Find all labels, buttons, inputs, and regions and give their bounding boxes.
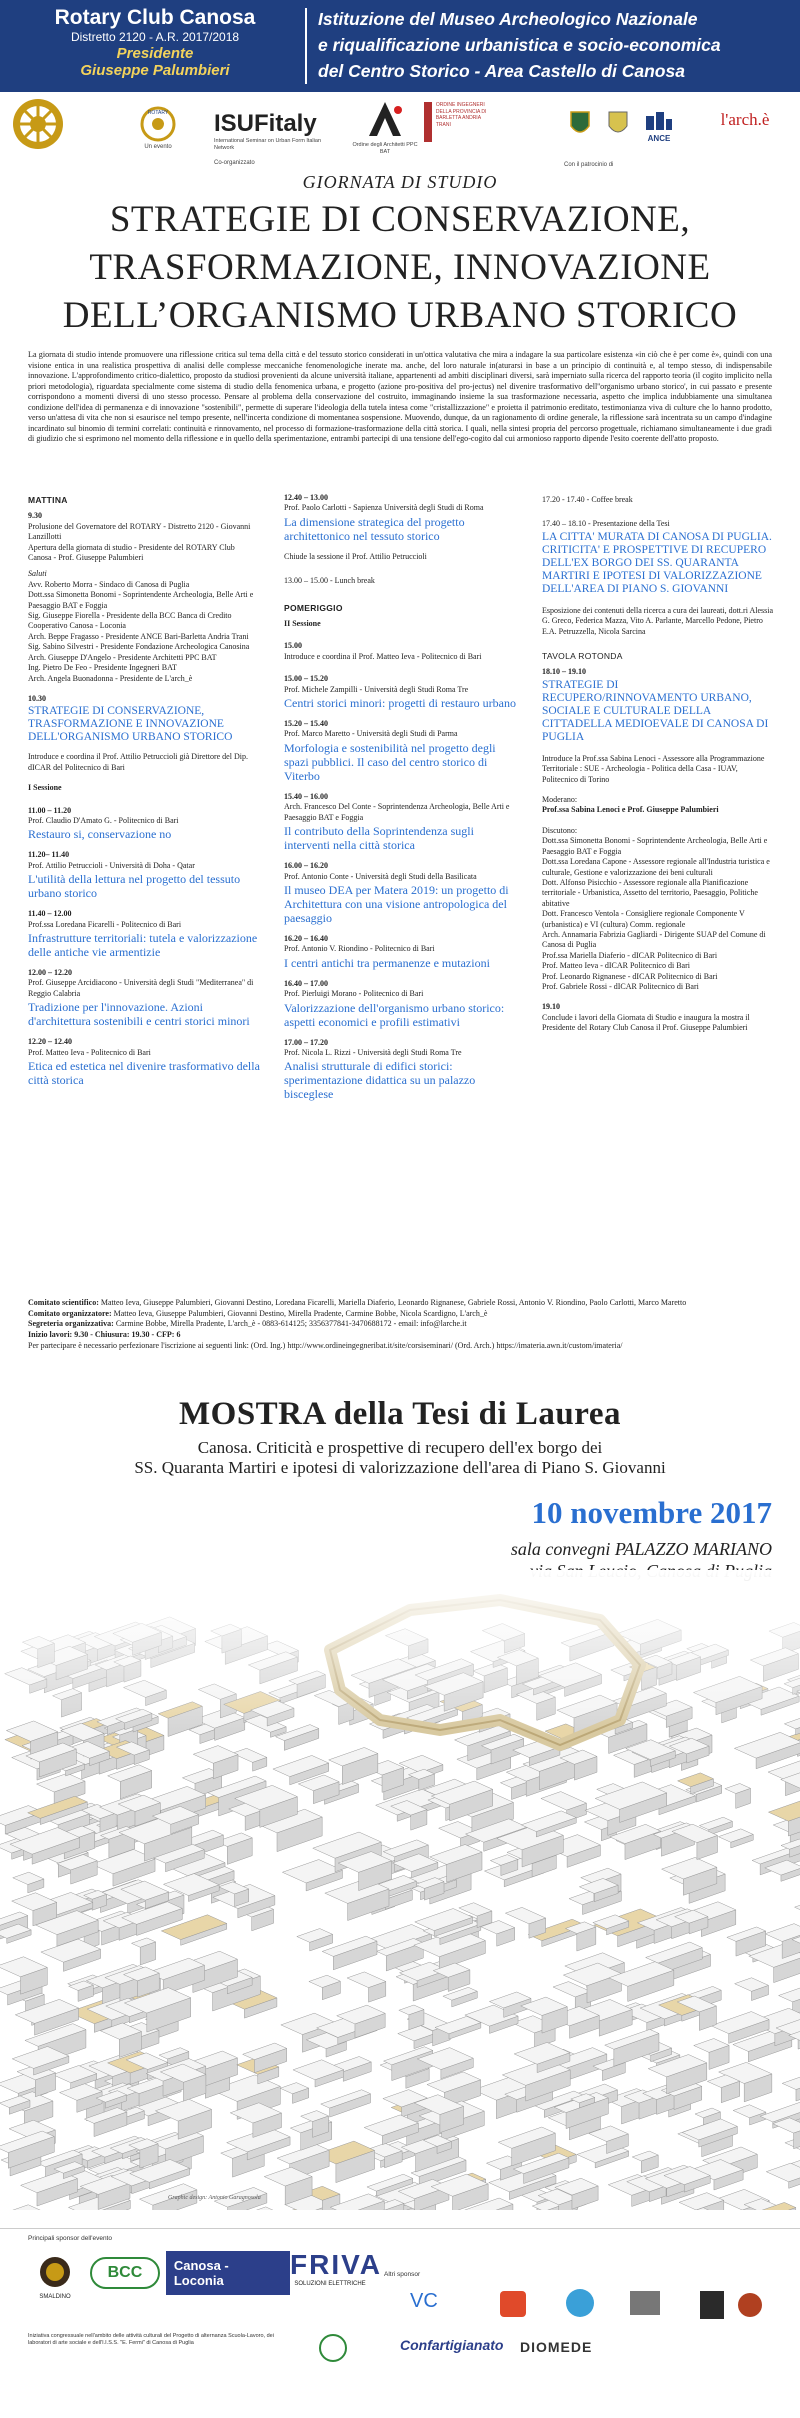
event-title: [0, 196, 800, 340]
tavola-heading: TAVOLA ROTONDA: [542, 651, 623, 662]
ance-building-icon: [644, 110, 674, 132]
city-axonometric-drawing: [0, 1570, 800, 2210]
mostra-subtitle: [0, 1438, 800, 1478]
talk-speaker: Prof. Antonio V. Riondino - Politecnico di Bari: [284, 944, 435, 954]
coordinator-text: Introduce e coordina il Prof. Attilio Petruccioli già Direttore del Dip. dICAR del Politecnico di Bari: [28, 752, 248, 772]
discussant-item: Prof. Leonardo Rignanese - dICAR Politecnico di Bari: [542, 971, 718, 981]
talks-list-afternoon: [284, 674, 520, 1101]
talk-speaker: Prof. Pierluigi Morano - Politecnico di Bari: [284, 989, 424, 999]
header-divider: [305, 8, 307, 84]
moderano-text: Prof.ssa Sabina Lenoci e Prof. Giuseppe Palumbieri: [542, 805, 719, 815]
talk-speaker: Prof. Giuseppe Arcidiacono - Università degli Studi "Mediterranea" di Reggio Calabria: [28, 978, 254, 998]
talk-speaker: Prof. Attilio Petruccioli - Università di Doha - Qatar: [28, 860, 195, 870]
talk-time: 15.40 – 16.00: [284, 791, 328, 801]
talk-time: 12.40 – 13.00: [284, 493, 328, 502]
header-banner: [0, 0, 800, 92]
program-column-morning: [28, 495, 260, 1096]
mostra-title: MOSTRA della Tesi di Laurea: [179, 1396, 621, 1432]
talk-item: [284, 861, 520, 925]
talk-speaker: Arch. Francesco Del Conte - Soprintendenza Archeologia, Belle Arti e Paesaggio BAT e Foggia: [284, 802, 510, 822]
minor-sponsor-icons: [400, 2283, 780, 2323]
talk-time: 11.40 – 12.00: [28, 909, 72, 919]
talk-title: Il contributo della Soprintendenza sugli interventi nella città storica: [284, 824, 474, 853]
time-1030: 10.30: [28, 693, 46, 703]
canosa-crest: [562, 96, 598, 140]
event-type: GIORNATA DI STUDIO: [302, 172, 498, 192]
talk-title: L'utilità della lettura nel progetto del tessuto urbano storico: [28, 872, 241, 901]
program-column-afternoon: [284, 493, 520, 1110]
isuf-logo: [214, 96, 332, 166]
provincia-crest-icon: [607, 110, 629, 138]
scientifico-label: Comitato scientifico:: [28, 1298, 99, 1307]
saluti-label: Saluti: [28, 569, 47, 579]
talk-title: Etica ed estetica nel divenire trasformativo della città storica: [28, 1059, 260, 1087]
friva-subtitle: SOLUZIONI ELETTRICHE: [294, 2281, 366, 2287]
project-line-3: del Centro Storico - Area Castello di Canosa: [318, 61, 685, 81]
smaldino-logo: [30, 2255, 80, 2300]
talk-speaker: Prof.ssa Loredana Ficarelli - Politecnico di Bari: [28, 919, 182, 929]
time-1910: 19.10: [542, 1002, 560, 1012]
club-name: Rotary Club Canosa: [54, 6, 256, 29]
saluto-item: Sig. Sabino Silvestri - Presidente Fondazione Archeologica Canosina: [28, 642, 250, 652]
patrocinio-label: Con il patrocinio di: [564, 162, 614, 168]
smaldino-emblem-icon: [38, 2255, 72, 2289]
coorganizzato-label: Co-organizzato: [214, 160, 255, 166]
sponsor-seal-icon: [318, 2333, 348, 2363]
segreteria-line: [28, 1319, 772, 1330]
bcc-mark: BCC: [90, 2257, 160, 2289]
talk-title: Morfologia e sostenibilità nel progetto degli spazi pubblici. Il caso del centro storico di Viterbo: [284, 740, 496, 783]
title-line-2: TRASFORMAZIONE, INNOVAZIONE: [89, 247, 711, 288]
discussant-item: Prof. Gabriele Rossi - dICAR Politecnico di Bari: [542, 981, 699, 991]
project-line-1: Istituzione del Museo Archeologico Nazionale: [318, 9, 698, 29]
talks-list-morning: [28, 806, 260, 1087]
intro-paragraph: La giornata di studio intende promuovere una riflessione critica sul tema della città e del tessuto storico considerati in un'ottica valutativa che mira a indagare la sua particolare esistenza «in ciò che è per come è», quindi con una visione entica in una realistica prospettiva di analisi delle complesse meccaniche fenomenologiche inerate ma. anche, del loro naturale in(aturarsi in base a un principio di continuità e, al tempo stesso, di indispensabile innovazione. L'approfondimento critico-dialettico, proposto da studiosi provenienti da alcune università italiane, appartenenti ad ambiti disciplinari diversi, sarà imperniato sulla ricerca del rapporto teoria (il cogito implicito nella priori metodologia), riguardata specialmente come sistema di studio della fenomenica urbana, e progetto (azione pro-positiva del pro-jectus) nel divenire trasformativo dell''organismo urbano storico', in cui passato e presente corrispondono a momenti diversi di uno stesso processo. Pensare al problema della conservazione del costruito, immaginando insieme la sua trasformazione necessaria, aspetto che implica indubbiamente una simultanea condizione dell'idea di permanenza e di innovazione "sostenibili", permette di superare l'ideologia della tutela intesa come "cristallizzazione" e proietta il patrimonio ereditato, testimonianza viva di culture che lo hanno prodotto, verso un'attesa di vita che non si esaurisce nel tempo presente, nell'incerta condizione di momentanea sospensione. Muovendo, dunque, da un ragionamento di ordine generale, la riflessione sarà incentrata su un campo d'indagine incardinato sul binomio di termini correlati: continuità e rinnovamento, nel processo di formazione-trasformazione della città storica. I quali, nella sintesi propria del percorso progettuale, richiamano simultaneamente i due gradi di giudizio che si esprimono nel momento della riflessione e in quello della sperimentazione, entrambi partecipi di una tensione dell'ego-cogito dal cui armonioso rapporto dipende l'esito coerente dell'atto proposto.: [28, 350, 772, 443]
apertura-text: Apertura della giornata di studio - Presidente del ROTARY Club Canosa - Prof. Giuseppe Palumbieri: [28, 542, 235, 563]
mostra-subtitle-2: SS. Quaranta Martiri e ipotesi di valorizzazione dell'area di Piano S. Giovanni: [134, 1458, 666, 1477]
title-line-3: DELL’ORGANISMO URBANO STORICO: [62, 295, 738, 336]
larche-logo: [700, 96, 790, 130]
tavola-title: STRATEGIE DI RECUPERO/RINNOVAMENTO URBANO, SOCIALE E CULTURALE DELLA CITTADELLA MEDIOEVALE DI CANOSA DI PUGLIA: [542, 678, 769, 743]
mostra-subtitle-1: Canosa. Criticità e prospettive di recupero dell'ex borgo dei: [197, 1438, 603, 1457]
lunch-text: 13.00 – 15.00 - Lunch break: [284, 576, 375, 586]
comune-crest-icon: [569, 110, 591, 138]
rotary-emblem-icon: [140, 106, 176, 142]
graphic-credit: Graphic design: Antonio Garagnosola: [168, 2195, 261, 2201]
rotary-small-logo: [128, 96, 188, 150]
tesi-time: 17.40 – 18.10 - Presentazione della Tesi: [542, 519, 670, 529]
mattina-heading: MATTINA: [28, 495, 68, 505]
ingegneri-text: ORDINE INGEGNERI DELLA PROVINCIA DI BARLETTA ANDRIA TRANI: [435, 102, 487, 128]
bcc-logo: [90, 2253, 290, 2293]
project-line-2: e riqualificazione urbanistica e socio-economica: [318, 35, 721, 55]
talk-item: [284, 719, 520, 783]
talk-time: 16.20 – 16.40: [284, 933, 328, 943]
district-text: Distretto 2120 - A.R. 2017/2018: [70, 30, 240, 44]
discussant-item: Prof.ssa Mariella Diaferio - dICAR Politecnico di Bari: [542, 950, 718, 960]
discutono-label: Discutono:: [542, 825, 578, 835]
provincia-crest: [600, 96, 636, 140]
sponsors-footer: [0, 2228, 800, 2418]
sessione-1-label: I Sessione: [28, 783, 62, 793]
isuf-wordmark: ISUFitaly: [214, 110, 317, 137]
ance-wordmark: ANCE: [647, 134, 671, 143]
ingegneri-logo: [424, 96, 494, 142]
rotary-logo: [8, 96, 68, 154]
evento-label: Un evento: [144, 144, 172, 150]
president-name: Giuseppe Palumbieri: [80, 62, 230, 79]
ance-logo: [636, 96, 682, 143]
talk-time: 15.00 – 15.20: [284, 674, 328, 684]
discutono-list: [542, 836, 774, 992]
talk-item: [28, 909, 260, 959]
talk-item: [28, 968, 260, 1028]
tavola-time: 18.10 – 19.10: [542, 667, 586, 677]
committee-block: [28, 1298, 772, 1352]
talk-time: 12.20 – 12.40: [28, 1037, 72, 1047]
iscrizione-text: Per partecipare è necessario perfezionare l'iscrizione ai seguenti link: (Ord. Ing.) http://www.ordineingegneribat.it/site/corsiseminari/ (Ord. Arch.) https://imateria.awn.it/custom/imateria/: [28, 1340, 623, 1350]
saluto-item: Arch. Angela Buonadonna - Presidente de L'arch_è: [28, 673, 193, 683]
talk-time: 15.20 – 15.40: [284, 719, 328, 729]
ingegneri-mark-icon: [424, 102, 432, 142]
talk-item: [284, 674, 520, 710]
project-title: [318, 6, 794, 84]
smaldino-text: SMALDINO: [39, 2294, 71, 2300]
time-930: 9.30: [28, 511, 42, 521]
program-column-evening: [542, 495, 774, 1034]
title-line-1: STRATEGIE DI CONSERVAZIONE,: [109, 199, 691, 240]
talk-speaker: Prof. Matteo Ieva - Politecnico di Bari: [28, 1047, 151, 1057]
inizio-lavori: Inizio lavori: 9.30 - Chiusura: 19.30 - CFP: 6: [28, 1330, 181, 1340]
talk-item: [284, 1038, 520, 1102]
discussant-item: Dott. Alfonso Pisicchio - Assessore regionale alla Pianificazione territoriale - Urbanistica, Assetto del territorio, Paesaggio, Politiche abitative: [542, 877, 758, 908]
discussant-item: Dott.ssa Loredana Capone - Assessore regionale all'Industria turistica e culturale, Gestione e valorizzazione dei beni culturali: [542, 857, 770, 877]
coordinator-2-text: Introduce e coordina il Prof. Matteo Ieva - Politecnico di Bari: [284, 651, 482, 661]
organizzatore-names: Matteo Ieva, Giuseppe Palumbieri, Giovanni Destino, Mirella Pradente, Carmine Bobbe, Nicola Scardigno, L'arch_è: [113, 1308, 488, 1318]
talk-time: 16.40 – 17.00: [284, 978, 328, 988]
svg-text:ROTARY: ROTARY: [147, 110, 169, 116]
talk-title: Tradizione per l'innovazione. Azioni d'architettura sostenibili e centri storici minori: [28, 1000, 250, 1029]
club-block: [10, 6, 300, 79]
talk-title: Infrastrutture territoriali: tutela e valorizzazione delle antiche vie armentizie: [28, 930, 258, 959]
saluto-item: Arch. Beppe Fragasso - Presidente ANCE Bari-Barletta Andria Trani: [28, 631, 249, 641]
president-label: Presidente: [116, 45, 194, 62]
altri-sponsor-label: Altri sponsor: [384, 2271, 421, 2278]
time-1500: 15.00: [284, 641, 302, 651]
talk-title: Centri storici minori: progetti di restauro urbano: [284, 696, 516, 711]
session-title-1030: STRATEGIE DI CONSERVAZIONE, TRASFORMAZIONE E INNOVAZIONE DELL'ORGANISMO URBANO STORICO: [28, 705, 233, 744]
talk-time: 11.00 – 11.20: [28, 805, 72, 815]
isuf-subtitle: International Seminar on Urban Form Italian Network: [214, 138, 321, 151]
talk-speaker: Prof. Marco Maretto - Università degli Studi di Parma: [284, 729, 458, 739]
organizzatore-label: Comitato organizzatore:: [28, 1308, 112, 1318]
talk-item: [284, 934, 520, 970]
prolusione-text: Prolusione del Governatore del ROTARY - Distretto 2120 - Giovanni Lanzillotti: [28, 521, 251, 542]
discussant-item: Dott. Francesco Ventola - Consigliere regionale Componente V (urbanistica) e VI (cultura) Comm. regionale: [542, 909, 745, 929]
sponsor-label: Principali sponsor dell'evento: [28, 2235, 112, 2242]
architetti-text: Ordine degli Architetti PPC BAT: [352, 142, 418, 155]
friva-wordmark: FRIVA: [290, 2249, 382, 2280]
moderano-label: Moderano:: [542, 795, 578, 805]
saluto-item: Sig. Giuseppe Fiorella - Presidente della BCC Banca di Credito Cooperativo Canosa - Loconia: [28, 611, 232, 631]
other-sponsors-row-1: [400, 2283, 780, 2323]
organizzatore-line: [28, 1309, 772, 1320]
talk-title: I centri antichi tra permanenze e mutazioni: [284, 955, 490, 970]
discussant-item: Arch. Annamaria Fabrizia Gagliardi - Dirigente SUAP del Comune di Canosa di Puglia: [542, 929, 766, 950]
tesi-title: LA CITTA' MURATA DI CANOSA DI PUGLIA. CRITICITA' E PROSPETTIVE DI RECUPERO DELL'EX BORGO DEI SS. QUARANTA MARTIRI E IPOTESI DI VALORIZZAZIONE DELL'AREA DI PIANO S. GIOVANNI: [542, 530, 772, 595]
talk-time: 16.00 – 16.20: [284, 861, 328, 871]
sessione-2-label: II Sessione: [284, 619, 321, 629]
architetti-logo: [350, 96, 420, 156]
event-date: 10 novembre 2017: [531, 1495, 772, 1530]
coffee-text: 17.20 - 17.40 - Coffee break: [542, 495, 633, 504]
talk-time: 11.20– 11.40: [28, 850, 70, 860]
talk-time: 17.00 – 17.20: [284, 1037, 328, 1047]
chiude-text: Chiude la sessione il Prof. Attilio Petruccioli: [284, 551, 427, 561]
saluti-list: [28, 580, 260, 684]
talk-title: Il museo DEA per Matera 2019: un progetto di Architettura con una visione antropologica del paesaggio: [284, 882, 509, 925]
talk-title: La dimensione strategica del progetto architettonico nel tessuto storico: [284, 514, 465, 543]
talk-title: Valorizzazione dell'organismo urbano storico: aspetti economici e profili estimativi: [284, 1000, 505, 1029]
talk-title: Restauro si, conservazione no: [28, 827, 172, 842]
larche-wordmark: l'arch.è: [720, 110, 770, 129]
talk-item: [284, 792, 520, 852]
bcc-branch: Canosa - Loconia: [166, 2251, 290, 2295]
svg-text:VC: VC: [410, 2290, 438, 2312]
segreteria-contacts: Carmine Bobbe, Mirella Pradente, L'arch_è - 0883-614125; 3356377841-3470688172 - email: info@larche.it: [115, 1319, 467, 1329]
tavola-intro: Introduce la Prof.ssa Sabina Lenoci - Assessore alla Programmazione Territoriale : SUE - Archeologia - Politica della Casa - IUAV, Politecnico di Torino: [542, 753, 765, 784]
tesi-description: Esposizione dei contenuti della ricerca a cura dei laureati, dott.ri Alessia G. Greco, Federica Mazza, Vito A. Parlante, Marcello Pedone, Pietro E.A. Petruzzella, Nicola Sarcina: [542, 605, 774, 636]
venue-line-1: sala convegni PALAZZO MARIANO: [510, 1539, 772, 1559]
saluto-item: Ing. Pietro De Feo - Presidente Ingegneri BAT: [28, 663, 177, 673]
talk-item: [284, 493, 520, 543]
logos-row: [0, 96, 800, 171]
rotary-wheel-icon: [10, 96, 66, 152]
talk-time: 12.00 – 12.20: [28, 967, 72, 977]
talk-speaker: Prof. Nicola L. Rizzi - Università degli Studi Roma Tre: [284, 1047, 462, 1057]
sponsor-seal: [318, 2333, 378, 2373]
pomeriggio-heading: POMERIGGIO: [284, 602, 343, 613]
talk-item: [28, 1037, 260, 1087]
talk-speaker: Prof. Antonio Conte - Università degli Studi della Basilicata: [284, 871, 477, 881]
saluto-item: Dott.ssa Simonetta Bonomi - Soprintendente Archeologia, Belle Arti e Paesaggio BAT e Foggia: [28, 590, 254, 610]
talk-item: [28, 850, 260, 900]
confartigianato-logo: Confartigianato: [400, 2337, 504, 2353]
talk-speaker: Prof. Claudio D'Amato G. - Politecnico di Bari: [28, 815, 179, 825]
scientifico-line: [28, 1298, 772, 1309]
talk-speaker: Prof. Paolo Carlotti - Sapienza Università degli Studi di Roma: [284, 503, 484, 513]
talk-item: [28, 806, 260, 842]
talk-item: [284, 979, 520, 1029]
diomede-logo: DIOMEDE: [520, 2339, 593, 2355]
discussant-item: Prof. Matteo Ieva - dICAR Politecnico di Bari: [542, 961, 690, 971]
segreteria-label: Segreteria organizzativa:: [28, 1319, 114, 1329]
conclusion-text: Conclude i lavori della Giornata di Studio e inaugura la mostra il Presidente del Rotary Club Canosa il Prof. Giuseppe Palumbieri: [542, 1012, 750, 1033]
architect-a-icon: [365, 100, 405, 140]
saluto-item: Avv. Roberto Morra - Sindaco di Canosa di Puglia: [28, 579, 190, 589]
scientifico-names: Matteo Ieva, Giuseppe Palumbieri, Giovanni Destino, Loredana Ficarelli, Mariella Diaferio, Leonardo Rignanese, Gabriele Rossi, Antonio V. Riondino, Paolo Carlotti, Marco Maretto: [100, 1298, 687, 1307]
talk-title: Analisi strutturale di edifici storici: sperimentazione didattica su un palazzo bisceglese: [284, 1059, 476, 1102]
saluto-item: Arch. Giuseppe D'Angelo - Presidente Architetti PPC BAT: [28, 652, 217, 662]
discussant-item: Dott.ssa Simonetta Bonomi - Soprintendente Archeologia, Belle Arti e Paesaggio BAT e Foggia: [542, 836, 768, 856]
friva-logo: [290, 2249, 382, 2287]
talk-speaker: Prof. Michele Zampilli - Università degli Studi Roma Tre: [284, 684, 469, 694]
iniziativa-text: Iniziativa congressuale nell'ambito delle attività culturali del Progetto di alternanza Scuola-Lavoro, dei laboratori di arte sociale e dell'I.I.S.S. "E. Fermi" di Canosa di Puglia: [28, 2333, 274, 2346]
